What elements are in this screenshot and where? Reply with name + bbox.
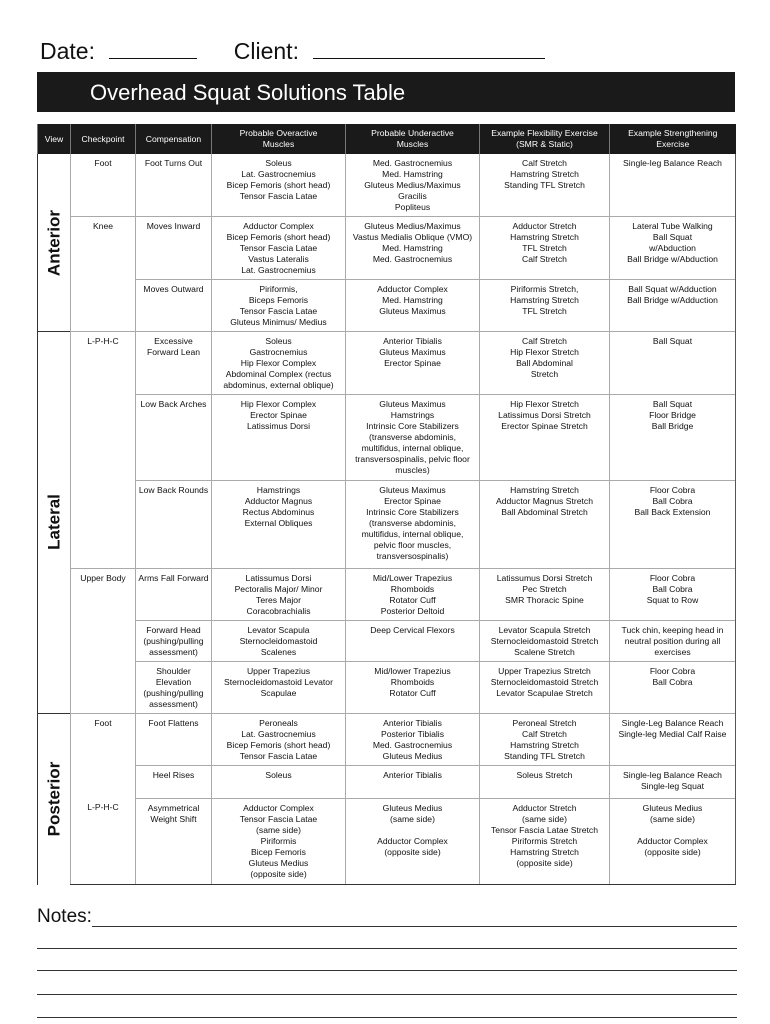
flexibility-cell: Upper Trapezius Stretch Sternocleidomastoid Stretch Levator Scapulae Stretch	[480, 661, 610, 713]
notes-line[interactable]	[37, 995, 737, 1018]
view-cell-lateral	[38, 332, 71, 714]
strengthening-cell: Lateral Tube Walking Ball Squat w/Abduction Ball Bridge w/Abduction	[610, 217, 736, 280]
date-label: Date:	[40, 38, 95, 64]
overactive-cell: Latissumus Dorsi Pectoralis Major/ Minor Teres Major Coracobrachialis	[212, 568, 346, 620]
underactive-cell: Med. Gastrocnemius Med. Hamstring Gluteus Medius/Maximus Gracilis Popliteus	[346, 154, 480, 217]
client-label: Client:	[233, 38, 299, 64]
checkpoint-cell	[71, 481, 136, 569]
section-label-lateral: Lateral	[44, 494, 64, 551]
table-row	[38, 280, 736, 332]
underactive-cell: Gluteus Medius/Maximus Vastus Medialis Oblique (VMO) Med. Hamstring Med. Gastrocnemius	[346, 217, 480, 280]
notes-line[interactable]	[37, 948, 737, 971]
compensation-cell: Moves Inward	[136, 217, 212, 280]
compensation-cell: Moves Outward	[136, 280, 212, 332]
overactive-cell: Peroneals Lat. Gastrocnemius Bicep Femoris (short head) Tensor Fascia Latae	[212, 713, 346, 765]
flexibility-cell: Adductor Stretch (same side) Tensor Fascia Latae Stretch Piriformis Stretch Hamstring Stretch (opposite side)	[480, 798, 610, 885]
checkpoint-cell	[71, 620, 136, 661]
checkpoint-cell: Knee	[71, 217, 136, 280]
col-header-flexibility: Example Flexibility Exercise (SMR & Static)	[480, 124, 610, 154]
flexibility-cell: Latissumus Dorsi Stretch Pec Stretch SMR Thoracic Spine	[480, 568, 610, 620]
compensation-cell: Excessive Forward Lean	[136, 332, 212, 395]
table-row	[38, 620, 736, 661]
underactive-cell: Anterior Tibialis	[346, 765, 480, 798]
solutions-table	[37, 124, 736, 885]
section-label-anterior: Anterior	[44, 209, 64, 276]
underactive-cell: Anterior Tibialis Posterior Tibialis Med. Gastrocnemius Gluteus Medius	[346, 713, 480, 765]
table-row	[38, 217, 736, 280]
flexibility-cell: Calf Stretch Hamstring Stretch Standing TFL Stretch	[480, 154, 610, 217]
checkpoint-cell	[71, 765, 136, 798]
checkpoint-cell: L-P-H-C	[71, 332, 136, 395]
strengthening-cell: Ball Squat Floor Bridge Ball Bridge	[610, 395, 736, 481]
title-bar	[37, 72, 735, 112]
table-row	[38, 661, 736, 713]
table-row	[38, 765, 736, 798]
underactive-cell: Gluteus Maximus Hamstrings Intrinsic Core Stabilizers (transverse abdominis, multifidus, internal oblique, transversospinalis, pelvic floor muscles)	[346, 395, 480, 481]
checkpoint-cell	[71, 395, 136, 481]
overactive-cell: Adductor Complex Bicep Femoris (short head) Tensor Fascia Latae Vastus Lateralis Lat. Gastrocnemius	[212, 217, 346, 280]
notes-label: Notes:	[37, 906, 92, 927]
checkpoint-cell: Upper Body	[71, 568, 136, 620]
flexibility-cell: Soleus Stretch	[480, 765, 610, 798]
strengthening-cell: Ball Squat w/Adduction Ball Bridge w/Adduction	[610, 280, 736, 332]
section-label-posterior: Posterior	[44, 761, 64, 837]
page-title: Overhead Squat Solutions Table	[90, 80, 406, 105]
flexibility-cell: Levator Scapula Stretch Sternocleidomastoid Stretch Scalene Stretch	[480, 620, 610, 661]
compensation-cell: Arms Fall Forward	[136, 568, 212, 620]
col-header-overactive: Probable Overactive Muscles	[212, 124, 346, 154]
strengthening-cell: Floor Cobra Ball Cobra Squat to Row	[610, 568, 736, 620]
checkpoint-cell	[71, 661, 136, 713]
date-field[interactable]	[109, 38, 197, 59]
underactive-cell: Mid/Lower Trapezius Rhomboids Rotator Cuff Posterior Deltoid	[346, 568, 480, 620]
table-row	[38, 481, 736, 569]
notes-line[interactable]	[37, 926, 737, 949]
overactive-cell: Piriformis, Biceps Femoris Tensor Fascia Latae Gluteus Minimus/ Medius	[212, 280, 346, 332]
strengthening-cell: Ball Squat	[610, 332, 736, 395]
strengthening-cell: Single-leg Balance Reach Single-leg Squat	[610, 765, 736, 798]
view-cell-posterior	[38, 713, 71, 885]
flexibility-cell: Adductor Stretch Hamstring Stretch TFL Stretch Calf Stretch	[480, 217, 610, 280]
table-row	[38, 798, 736, 885]
overactive-cell: Soleus	[212, 765, 346, 798]
underactive-cell: Gluteus Medius (same side) Adductor Complex (opposite side)	[346, 798, 480, 885]
overactive-cell: Adductor Complex Tensor Fascia Latae (same side) Piriformis Bicep Femoris Gluteus Medius (opposite side)	[212, 798, 346, 885]
col-header-strengthening: Example Strengthening Exercise	[610, 124, 736, 154]
table-header-row	[38, 124, 736, 154]
underactive-cell: Anterior Tibialis Gluteus Maximus Erector Spinae	[346, 332, 480, 395]
compensation-cell: Forward Head (pushing/pulling assessment)	[136, 620, 212, 661]
checkpoint-cell: Foot	[71, 154, 136, 217]
col-header-checkpoint: Checkpoint	[71, 124, 136, 154]
compensation-cell: Foot Flattens	[136, 713, 212, 765]
strengthening-cell: Floor Cobra Ball Cobra Ball Back Extension	[610, 481, 736, 569]
flexibility-cell: Hip Flexor Stretch Latissimus Dorsi Stretch Erector Spinae Stretch	[480, 395, 610, 481]
strengthening-cell: Single-leg Balance Reach	[610, 154, 736, 217]
flexibility-cell: Hamstring Stretch Adductor Magnus Stretch Ball Abdominal Stretch	[480, 481, 610, 569]
col-header-compensation: Compensation	[136, 124, 212, 154]
compensation-cell: Asymmetrical Weight Shift	[136, 798, 212, 885]
compensation-cell: Low Back Rounds	[136, 481, 212, 569]
overactive-cell: Soleus Gastrocnemius Hip Flexor Complex Abdominal Complex (rectus abdominus, external oblique)	[212, 332, 346, 395]
overactive-cell: Levator Scapula Sternocleidomastoid Scalenes	[212, 620, 346, 661]
strengthening-cell: Single-Leg Balance Reach Single-leg Medial Calf Raise	[610, 713, 736, 765]
overactive-cell: Upper Trapezius Sternocleidomastoid Levator Scapulae	[212, 661, 346, 713]
compensation-cell: Foot Turns Out	[136, 154, 212, 217]
col-header-view: View	[38, 124, 71, 154]
underactive-cell: Deep Cervical Flexors	[346, 620, 480, 661]
col-header-underactive: Probable Underactive Muscles	[346, 124, 480, 154]
table-row	[38, 568, 736, 620]
strengthening-cell: Floor Cobra Ball Cobra	[610, 661, 736, 713]
strengthening-cell: Gluteus Medius (same side) Adductor Complex (opposite side)	[610, 798, 736, 885]
compensation-cell: Low Back Arches	[136, 395, 212, 481]
overactive-cell: Soleus Lat. Gastrocnemius Bicep Femoris (short head) Tensor Fascia Latae	[212, 154, 346, 217]
table-row	[38, 713, 736, 765]
view-cell-anterior	[38, 154, 71, 332]
notes-line[interactable]	[37, 972, 737, 995]
checkpoint-cell: L-P-H-C	[71, 798, 136, 885]
compensation-cell: Heel Rises	[136, 765, 212, 798]
checkpoint-cell	[71, 280, 136, 332]
table-row	[38, 332, 736, 395]
table-row	[38, 395, 736, 481]
overactive-cell: Hip Flexor Complex Erector Spinae Latissimus Dorsi	[212, 395, 346, 481]
flexibility-cell: Peroneal Stretch Calf Stretch Hamstring Stretch Standing TFL Stretch	[480, 713, 610, 765]
flexibility-cell: Calf Stretch Hip Flexor Stretch Ball Abdominal Stretch	[480, 332, 610, 395]
underactive-cell: Mid/lower Trapezius Rhomboids Rotator Cuff	[346, 661, 480, 713]
notes-line[interactable]	[92, 904, 737, 927]
flexibility-cell: Piriformis Stretch, Hamstring Stretch TFL Stretch	[480, 280, 610, 332]
checkpoint-cell: Foot	[71, 713, 136, 765]
table-row	[38, 154, 736, 217]
strengthening-cell: Tuck chin, keeping head in neutral position during all exercises	[610, 620, 736, 661]
compensation-cell: Shoulder Elevation (pushing/pulling assessment)	[136, 661, 212, 713]
form-header	[40, 38, 545, 65]
overactive-cell: Hamstrings Adductor Magnus Rectus Abdominus External Obliques	[212, 481, 346, 569]
client-field[interactable]	[313, 38, 545, 59]
underactive-cell: Adductor Complex Med. Hamstring Gluteus Maximus	[346, 280, 480, 332]
underactive-cell: Gluteus Maximus Erector Spinae Intrinsic Core Stabilizers (transverse abdominis, multifidus, internal oblique, pelvic floor muscles, transversospinalis)	[346, 481, 480, 569]
